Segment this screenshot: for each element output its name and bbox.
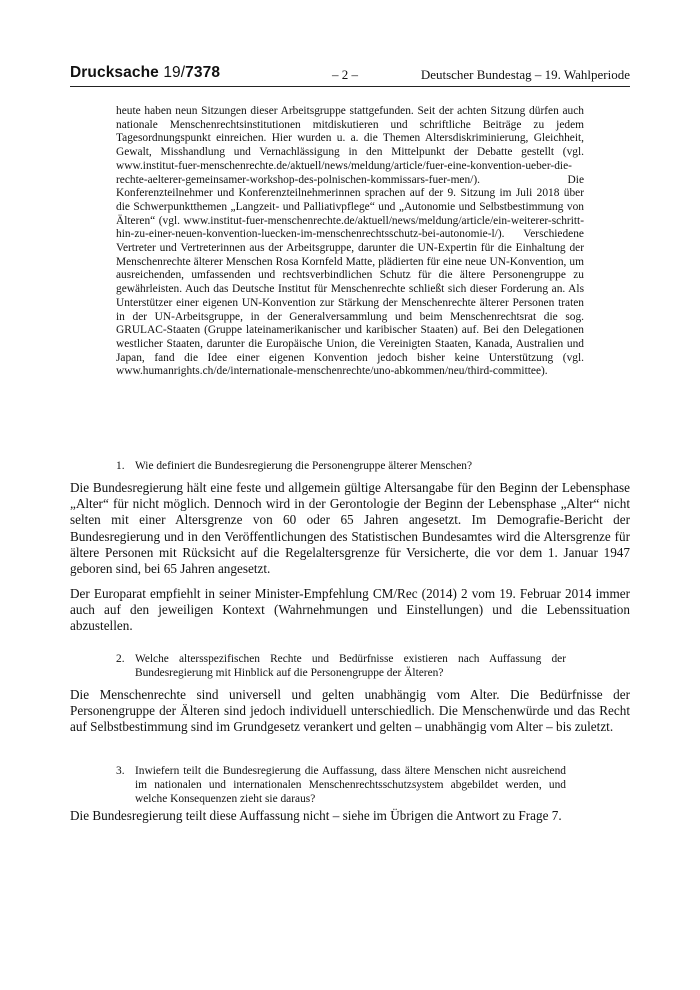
answer-1-paragraph-2: Der Europarat empfiehlt in seiner Minister-Empfehlung CM/Rec (2014) 2 vom 19. Februar 2014 immer auch auf den jeweiligen Kontext (Wahrnehmungen und Einstellungen) und die Lebenssituation abzustellen.: [70, 586, 630, 634]
document-number-prefix: 19/: [163, 64, 186, 81]
answer-1-paragraph-1: Die Bundesregierung hält eine feste und allgemein gültige Altersangabe für den Beginn der Lebensphase „Alter“ für nicht möglich. Dennoch wird in der Gerontologie der Beginn der Lebensphase „Alter“ nicht selten mit einer Altersgrenze von 60 oder 65 Jahren angesetzt. Im Demografie-Bericht der Bundesregierung und in den Veröffentlichungen des Statistischen Bundesamtes wird die Altersgrenze für ältere Personen mit Rücksicht auf die Regelaltersgrenze für Versicherte, die vor dem 1. Januar 1947 geboren sind, bei 65 Jahren angesetzt.: [70, 480, 630, 577]
document-number: 7378: [185, 64, 221, 81]
document-label: Drucksache: [70, 64, 159, 81]
question-3: [116, 765, 566, 806]
answer-3-paragraph-1: Die Bundesregierung teilt diese Auffassung nicht – siehe im Übrigen die Antwort zu Frage 7.: [70, 808, 562, 823]
question-text: Inwiefern teilt die Bundesregierung die Auffassung, dass ältere Menschen nicht ausreichend im nationalen und internationalen Menschenrechtsschutzsystem abgebildet werden, und welche Konsequenzen zieht sie daraus?: [135, 765, 566, 805]
publisher: Deutscher Bundestag – 19. Wahlperiode: [420, 67, 630, 82]
page-header: [70, 64, 630, 87]
answer-2-paragraph-1: Die Menschenrechte sind universell und gelten unabhängig vom Alter. Die Bedürfnisse der Personengruppe der Älteren sind jedoch individuell unterschiedlich. Die Menschenwürde und das Recht auf Selbstbestimmung sind im Grundgesetz verankert und gelten – unabhängig vom Alter – bis zuletzt.: [70, 687, 630, 735]
question-1: [116, 460, 566, 474]
document-id: [70, 64, 220, 82]
page-number: – 2 –: [332, 67, 358, 82]
intro-paragraph: heute haben neun Sitzungen dieser Arbeitsgruppe stattgefunden. Seit der achten Sitzung dürfen auch nationale Menschenrechtsinstitutionen mitdiskutieren und schriftliche Beiträge zu jedem Tagesordnungspunkt einreichen. Hier wurden u. a. die Themen Altersdiskriminierung, Gleichheit, Gewalt, Misshandlung und Vernachlässigung in den Mittelpunkt der Debatte gestellt (vgl. www.institut-fuer-menschenrechte.de/aktuell/news/meldung/article/fuer-eine-konvention-ueber-die-rechte-aelterer-gemeinsamer-workshop-des-polnischen-kommissars-fuer-men/). Die Konferenzteilnehmer und Konferenzteilnehmerinnen sprachen auf der 9. Sitzung im Juli 2018 über die Schwerpunktthemen „Langzeit- und Palliativpflege“ und „Autonomie und Selbstbestimmung von Älteren“ (vgl. www.institut-fuer-menschenrechte.de/aktuell/news/meldung/article/ein-weiterer-schritt-hin-zu-einer-neuen-konvention-luecken-im-menschenrechtsschutz-bei-autonomie-l/). Verschiedene Vertreter und Vertreterinnen aus der Arbeitsgruppe, darunter die UN-Expertin für die Einhaltung der Menschenrechte älterer Menschen Rosa Kornfeld Matte, plädierten für eine neue UN-Konvention, um ausreichenden, umfassenden und rechtsverbindlichen Schutz für die ältere Personengruppe zu gewährleisten. Auch das Deutsche Institut für Menschenrechte schließt sich dieser Forderung an. Als Unterstützer einer eigenen UN-Konvention zur Stärkung der Menschenrechte älterer Personen traten in der UN-Arbeitsgruppe, in der Generalversammlung und beim Menschenrechtsrat die sog. GRULAC-Staaten (Gruppe lateinamerikanischer und karibischer Staaten) auf. Bei den Delegationen westlicher Staaten, darunter die Europäische Union, die Vereinigten Staaten, Kanada, Australien und Japan, fand die Idee einer eigenen Konvention jedoch bisher keine Unterstützung (vgl. www.humanrights.ch/de/internationale-menschenrechte/uno-abkommen/neu/third-committee).: [116, 105, 584, 378]
question-2: [116, 653, 566, 681]
question-number: 1.: [116, 460, 125, 472]
question-number: 2.: [116, 653, 125, 665]
question-text: Welche altersspezifischen Rechte und Bedürfnisse existieren nach Auffassung der Bundesregierung mit Hinblick auf die Personengruppe der Älteren?: [135, 653, 566, 679]
question-text: Wie definiert die Bundesregierung die Personengruppe älterer Menschen?: [135, 460, 473, 472]
question-number: 3.: [116, 765, 125, 777]
